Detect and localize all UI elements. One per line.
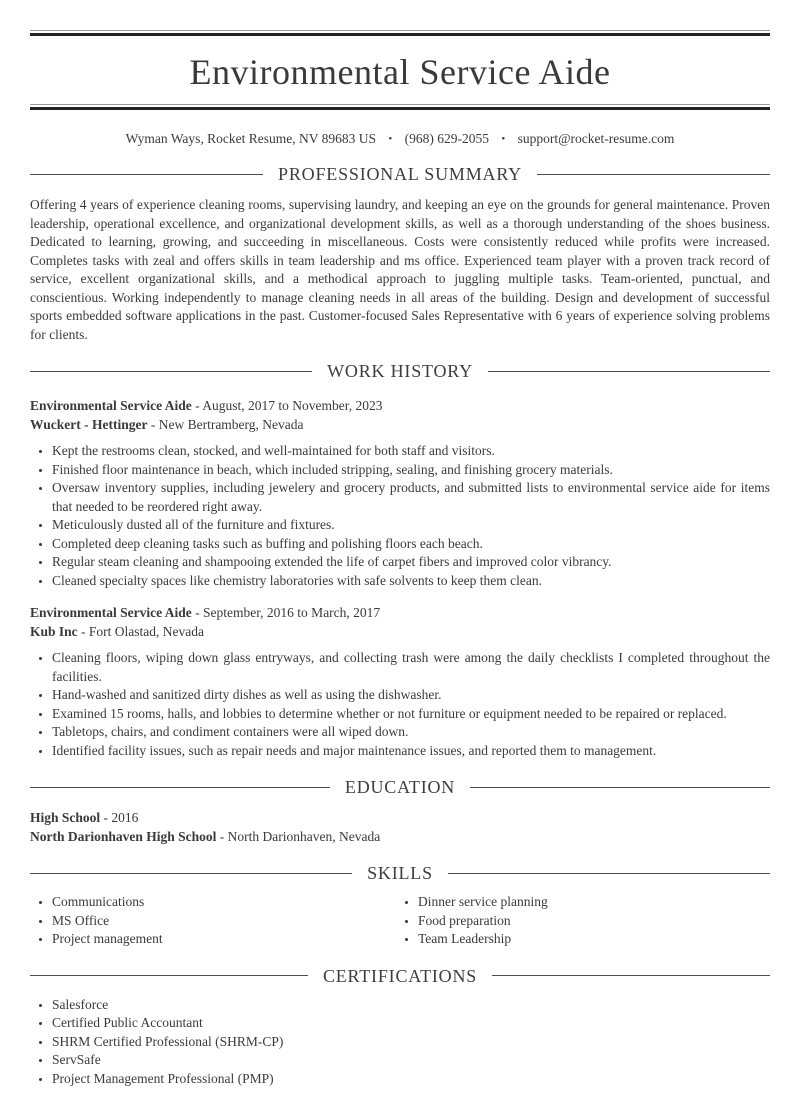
bullet-item: • SHRM Certified Professional (SHRM-CP) <box>52 1033 770 1052</box>
certifications-list <box>30 996 770 1089</box>
job-bullet-list <box>30 649 770 760</box>
heading-rule-right <box>537 174 770 175</box>
bullet-item: • Oversaw inventory supplies, including jewelery and grocery products, and submitted lists to environmental service aide for items that needed to be reordered right away. <box>52 479 770 516</box>
job-bullet-list <box>30 442 770 590</box>
heading-rule-right <box>448 873 770 874</box>
education-year: - 2016 <box>103 810 139 825</box>
bullet-item: • Completed deep cleaning tasks such as buffing and polishing floors each beach. <box>52 535 770 554</box>
bullet-item: • Communications <box>52 893 400 912</box>
bullet-item: • Regular steam cleaning and shampooing extended the life of carpet fibers and improved color vibrancy. <box>52 553 770 572</box>
education-school-line <box>30 828 770 847</box>
bullet-item: • Team Leadership <box>418 930 770 949</box>
bullet-item: • Dinner service planning <box>418 893 770 912</box>
job-company-line <box>30 623 770 642</box>
bullet-separator-icon: • <box>388 133 393 145</box>
heading-rule-left <box>30 873 352 874</box>
title-bottom-rule <box>30 104 770 110</box>
skills-column-left <box>30 885 400 949</box>
rule-thin-line <box>30 104 770 105</box>
heading-rule-left <box>30 174 263 175</box>
bullet-item: • Finished floor maintenance in beach, which included stripping, sealing, and finishing grocery materials. <box>52 461 770 480</box>
rule-thin-line <box>30 30 770 31</box>
rule-thick-line <box>30 33 770 36</box>
job-company: Wuckert - Hettinger <box>30 416 148 432</box>
skills-list-right <box>400 893 770 949</box>
job-title-line <box>30 397 770 416</box>
bullet-item: • Tabletops, chairs, and condiment containers were all wiped down. <box>52 723 770 742</box>
job-entry <box>30 604 770 760</box>
education-degree: High School <box>30 810 101 825</box>
heading-rule-left <box>30 975 308 976</box>
job-dates: - September, 2016 to March, 2017 <box>195 605 381 620</box>
contact-email: support@rocket-resume.com <box>517 131 675 146</box>
education-location: - North Darionhaven, Nevada <box>219 828 381 844</box>
professional-summary-text: Offering 4 years of experience cleaning rooms, supervising laundry, and keeping an eye on the grounds for general maintenance. Proven leadership, operational excellence, and organizational development skills, as well as a thorough understanding of the shoes business. Dedicated to learning, growing, and succeeding in miscellaneous. Costs were consistently reduced while profits were increased. Completes tasks with zeal and offers skills in team leadership and ms office. Experienced team player with a proven track record of service, excellent organizational skills, and a methodical approach to juggling multiple tasks. Team-oriented, punctual, and conscientious. Working independently to manage cleaning needs in all areas of the building. Design and development of successful sports embedded software applications in the past. Customer-focused Sales Representative with 6 years of experience solving problems for clients. <box>30 197 770 342</box>
section-title: CERTIFICATIONS <box>322 965 478 986</box>
heading-rule-right <box>470 787 770 788</box>
job-title: Environmental Service Aide <box>30 605 192 620</box>
skills-columns <box>30 885 770 949</box>
job-entry <box>30 397 770 590</box>
section-heading-certifications <box>30 964 770 988</box>
bullet-item: • Hand-washed and sanitized dirty dishes as well as using the dishwasher. <box>52 686 770 705</box>
heading-rule-left <box>30 371 312 372</box>
job-title-line <box>30 604 770 623</box>
job-title: Environmental Service Aide <box>30 398 192 413</box>
education-entry <box>30 809 770 846</box>
bullet-item: • Cleaned specialty spaces like chemistry laboratories with safe solvents to keep them clean. <box>52 572 770 591</box>
bullet-item: • Cleaning floors, wiping down glass entryways, and collecting trash were among the daily checklists I completed throughout the facilities. <box>52 649 770 686</box>
heading-rule-right <box>488 371 770 372</box>
bullet-item: • Project management <box>52 930 400 949</box>
skills-column-right <box>400 885 770 949</box>
job-company-line <box>30 416 770 435</box>
skills-list-left <box>30 893 400 949</box>
section-title: WORK HISTORY <box>327 361 473 381</box>
job-location: - Fort Olastad, Nevada <box>81 623 204 639</box>
bullet-item: • Examined 15 rooms, halls, and lobbies to determine whether or not furniture or equipment needed to be repaired or replaced. <box>52 705 770 724</box>
section-title: EDUCATION <box>344 777 456 797</box>
bullet-item: • Food preparation <box>418 912 770 931</box>
education-school: North Darionhaven High School <box>30 828 217 844</box>
section-title: PROFESSIONAL SUMMARY <box>278 164 522 184</box>
section-title: SKILLS <box>367 863 433 883</box>
section-heading-professional-summary <box>30 162 770 186</box>
bullet-item: • ServSafe <box>52 1051 770 1070</box>
section-heading-education <box>30 775 770 799</box>
title-top-rule <box>30 30 770 36</box>
page-title: Environmental Service Aide <box>189 52 611 92</box>
contact-phone: (968) 629-2055 <box>404 131 489 146</box>
section-heading-skills <box>30 861 770 885</box>
job-dates: - August, 2017 to November, 2023 <box>195 398 383 413</box>
section-heading-work-history <box>30 359 770 383</box>
bullet-separator-icon: • <box>501 133 506 145</box>
heading-rule-right <box>492 975 770 976</box>
bullet-item: • MS Office <box>52 912 400 931</box>
education-degree-line <box>30 809 770 828</box>
bullet-item: • Certified Public Accountant <box>52 1014 770 1033</box>
bullet-item: • Salesforce <box>52 996 770 1015</box>
bullet-item: • Project Management Professional (PMP) <box>52 1070 770 1089</box>
bullet-item: • Identified facility issues, such as repair needs and major maintenance issues, and reported them to management. <box>52 742 770 761</box>
bullet-item: • Kept the restrooms clean, stocked, and well-maintained for both staff and visitors. <box>52 442 770 461</box>
job-location: - New Bertramberg, Nevada <box>150 416 304 432</box>
job-company: Kub Inc <box>30 623 78 639</box>
rule-thick-line <box>30 107 770 110</box>
contact-address: Wyman Ways, Rocket Resume, NV 89683 US <box>125 131 376 146</box>
heading-rule-left <box>30 787 330 788</box>
contact-line <box>30 131 770 147</box>
bullet-item: • Meticulously dusted all of the furniture and fixtures. <box>52 516 770 535</box>
